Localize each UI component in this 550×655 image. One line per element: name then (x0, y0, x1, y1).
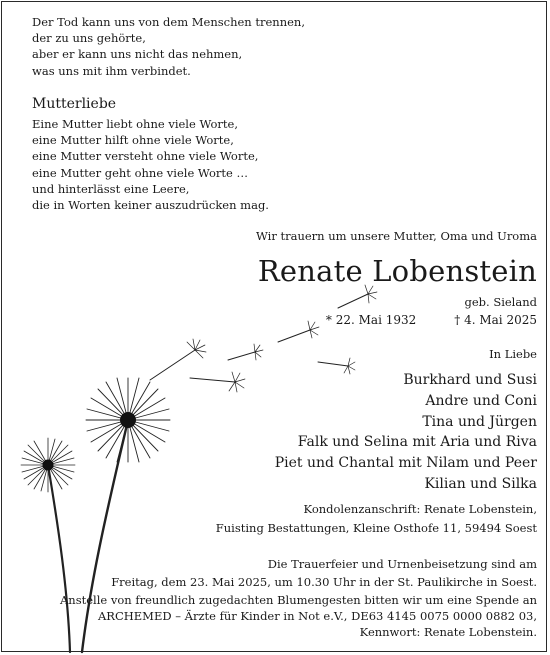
death-date: † 4. Mai 2025 (454, 313, 537, 327)
condolence-line: Fuisting Bestattungen, Kleine Osthofe 11, 59494 Soest (215, 521, 537, 535)
poem-title: Mutterliebe (32, 96, 117, 112)
donation-line: ARCHEMED – Ärzte für Kinder in Not e.V., DE63 4145 0075 0000 0882 03, (98, 609, 537, 624)
mourners-list (275, 370, 537, 495)
mourners-intro: In Liebe (489, 347, 537, 361)
donation-line: Anstelle von freundlich zugedachten Blumengesten bitten wir um eine Spende an (59, 593, 537, 607)
funeral-line: Die Trauerfeier und Urnenbeisetzung sind am (267, 557, 537, 571)
mourner-entry: Burkhard und Susi (403, 372, 537, 388)
dandelion-core (120, 412, 136, 428)
mourner-entry: Piet und Chantal mit Nilam und Peer (274, 455, 537, 472)
poem-line: die in Worten keiner auszudrücken mag. (32, 198, 269, 213)
poem-line: Eine Mutter liebt ohne viele Worte, (32, 117, 238, 131)
mourner-entry: Falk und Selina mit Aria und Riva (297, 434, 537, 451)
poem-line: und hinterlässt eine Leere, (32, 181, 190, 196)
condolence-address (216, 500, 537, 538)
opening-poem (32, 14, 305, 79)
poem-line: der zu uns gehörte, (32, 31, 146, 46)
poem-line: aber er kann uns nicht das nehmen, (32, 47, 243, 62)
poem-line: eine Mutter geht ohne viele Worte … (32, 165, 248, 180)
donation-line: Kennwort: Renate Lobenstein. (359, 625, 537, 640)
funeral-line: Freitag, dem 23. Mai 2025, um 10.30 Uhr in der St. Paulikirche in Soest. (111, 575, 537, 589)
mourner-entry: Tina und Jürgen (422, 413, 537, 430)
mourning-intro: Wir trauern um unsere Mutter, Oma und Uroma (256, 229, 537, 243)
funeral-info (111, 555, 537, 591)
poem-line: Der Tod kann uns von dem Menschen trennen, (32, 15, 305, 29)
mourner-entry: Kilian und Silka (424, 475, 537, 492)
poem-line: was uns mit ihm verbindet. (32, 63, 191, 78)
birth-name: geb. Sieland (464, 295, 537, 309)
poem-line: eine Mutter versteht ohne viele Worte, (32, 149, 259, 164)
poem-line: eine Mutter hilft ohne viele Worte, (32, 133, 234, 148)
life-dates (326, 313, 537, 327)
condolence-line: Kondolenzanschrift: Renate Lobenstein, (303, 502, 537, 516)
deceased-name: Renate Lobenstein (257, 254, 537, 288)
mutterliebe-poem (32, 116, 269, 213)
mourner-entry: Andre und Coni (425, 392, 537, 409)
dandelion-core (43, 460, 54, 471)
donation-request (60, 592, 537, 641)
birth-date: * 22. Mai 1932 (325, 313, 417, 327)
